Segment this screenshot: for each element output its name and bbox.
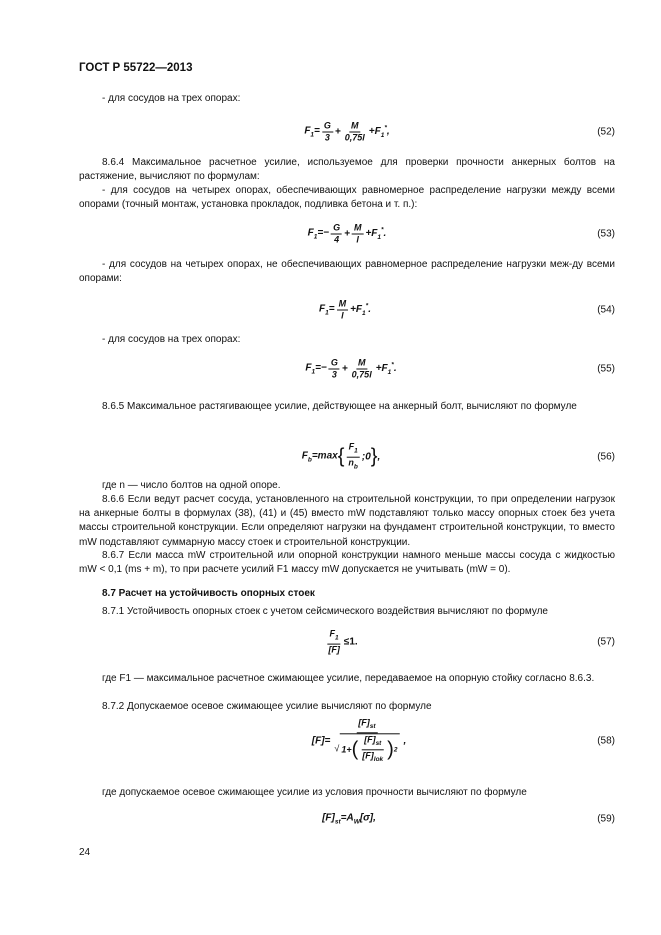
formula: $F_1=$ $\frac{M}{l}$ $+F_1^*$. (319, 298, 371, 321)
paragraph: - для сосудов на четырех опорах, обеспечивающих равномерное распределение нагрузки между всеми опорами (точный монтаж, установка прокладок, подливка бетона и т. п.): (79, 185, 615, 211)
equation-number: (58) (597, 735, 615, 747)
page-number: 24 (79, 847, 91, 858)
paragraph: - для сосудов на четырех опорах, не обеспечивающих равномерное распределение нагрузки меж-ду всеми опорами: (79, 259, 615, 285)
paragraph: где F1 — максимальное расчетное сжимающее усилие, передаваемое на опорную стойку согласно 8.6.3. (102, 673, 595, 684)
equation-number: (57) (597, 636, 615, 648)
equation-54 (79, 295, 615, 325)
section-heading: 8.7 Расчет на устойчивость опорных стоек (102, 588, 315, 599)
paragraph: где n — число болтов на одной опоре. (102, 480, 281, 491)
paragraph: 8.7.2 Допускаемое осевое сжимающее усилие вычисляют по формуле (102, 701, 432, 712)
formula: $\frac{F_1}{[F]}$ ≤1. (328, 628, 358, 655)
paragraph: - для сосудов на трех опорах: (102, 334, 241, 345)
equation-55 (79, 354, 615, 384)
equation-number: (54) (597, 304, 615, 316)
equation-57 (79, 627, 615, 657)
formula: [F]= $[F]_{st}$ √ 1+ ( $[F]_{st}$ $[F]_{lok}$ ) 2 , (311, 717, 407, 763)
equation-number: (59) (597, 813, 615, 825)
paragraph: 8.6.5 Максимальное растягивающее усилие, действующее на анкерный болт, вычисляют по формуле (102, 401, 577, 412)
document-header: ГОСТ Р 55722—2013 (79, 62, 193, 74)
equation-53 (79, 219, 615, 249)
paragraph: 8.7.1 Устойчивость опорных стоек с учетом сейсмического воздействия вычисляют по формуле (102, 606, 548, 617)
equation-56 (79, 442, 615, 472)
paragraph: 8.6.6 Если ведут расчет сосуда, установленного на строительной конструкции, то при определении нагрузок на анкерные болты в формулах (38), (41) и (45) вместо mW подставляют только массу опорных стоек без учета массы строительной конструкции. Если определяют нагрузки на фундамент строительной конструкции, то вместо mW подставляют суммарную массу стоек и строительной конструкции. (79, 494, 615, 548)
paragraph: - для сосудов на трех опорах: (102, 93, 241, 104)
formula: $F_b=\max$ { $F_1$ $n_b$ ;0 } , (301, 441, 381, 471)
equation-number: (53) (597, 228, 615, 240)
equation-58 (79, 718, 615, 764)
formula: $F_1=-$ $\frac{G}{3}$ + $\frac{M}{0,75l}$ $+F_1^*$. (305, 357, 397, 380)
equation-number: (52) (597, 126, 615, 138)
formula: $[F]_{st}=A_W[\sigma]$, (322, 812, 376, 826)
paragraph: 8.6.7 Если масса mW строительной или опорной конструкции намного меньше массы сосуда с жидкостью mW < 0,1 (ms + m), то при расчете усилий F1 массу mW допускается не учитывать (mW = 0). (79, 550, 615, 576)
paragraph: 8.6.4 Максимальное расчетное усилие, используемое для проверки прочности анкерных болтов на растяжение, вычисляют по формулам: (79, 157, 615, 183)
equation-52 (79, 117, 615, 147)
formula: $F_1=-$ $\frac{G}{4}$ + $\frac{M}{l}$ $+F_1^*$. (307, 222, 387, 245)
formula: $F_1=$ $\frac{G}{3}$ + $\frac{M}{0,75l}$ $+F_1^*$, (304, 120, 390, 143)
equation-number: (56) (597, 451, 615, 463)
paragraph: где допускаемое осевое сжимающее усилие из условия прочности вычисляют по формуле (102, 787, 527, 798)
equation-number: (55) (597, 363, 615, 375)
equation-59 (79, 804, 615, 834)
